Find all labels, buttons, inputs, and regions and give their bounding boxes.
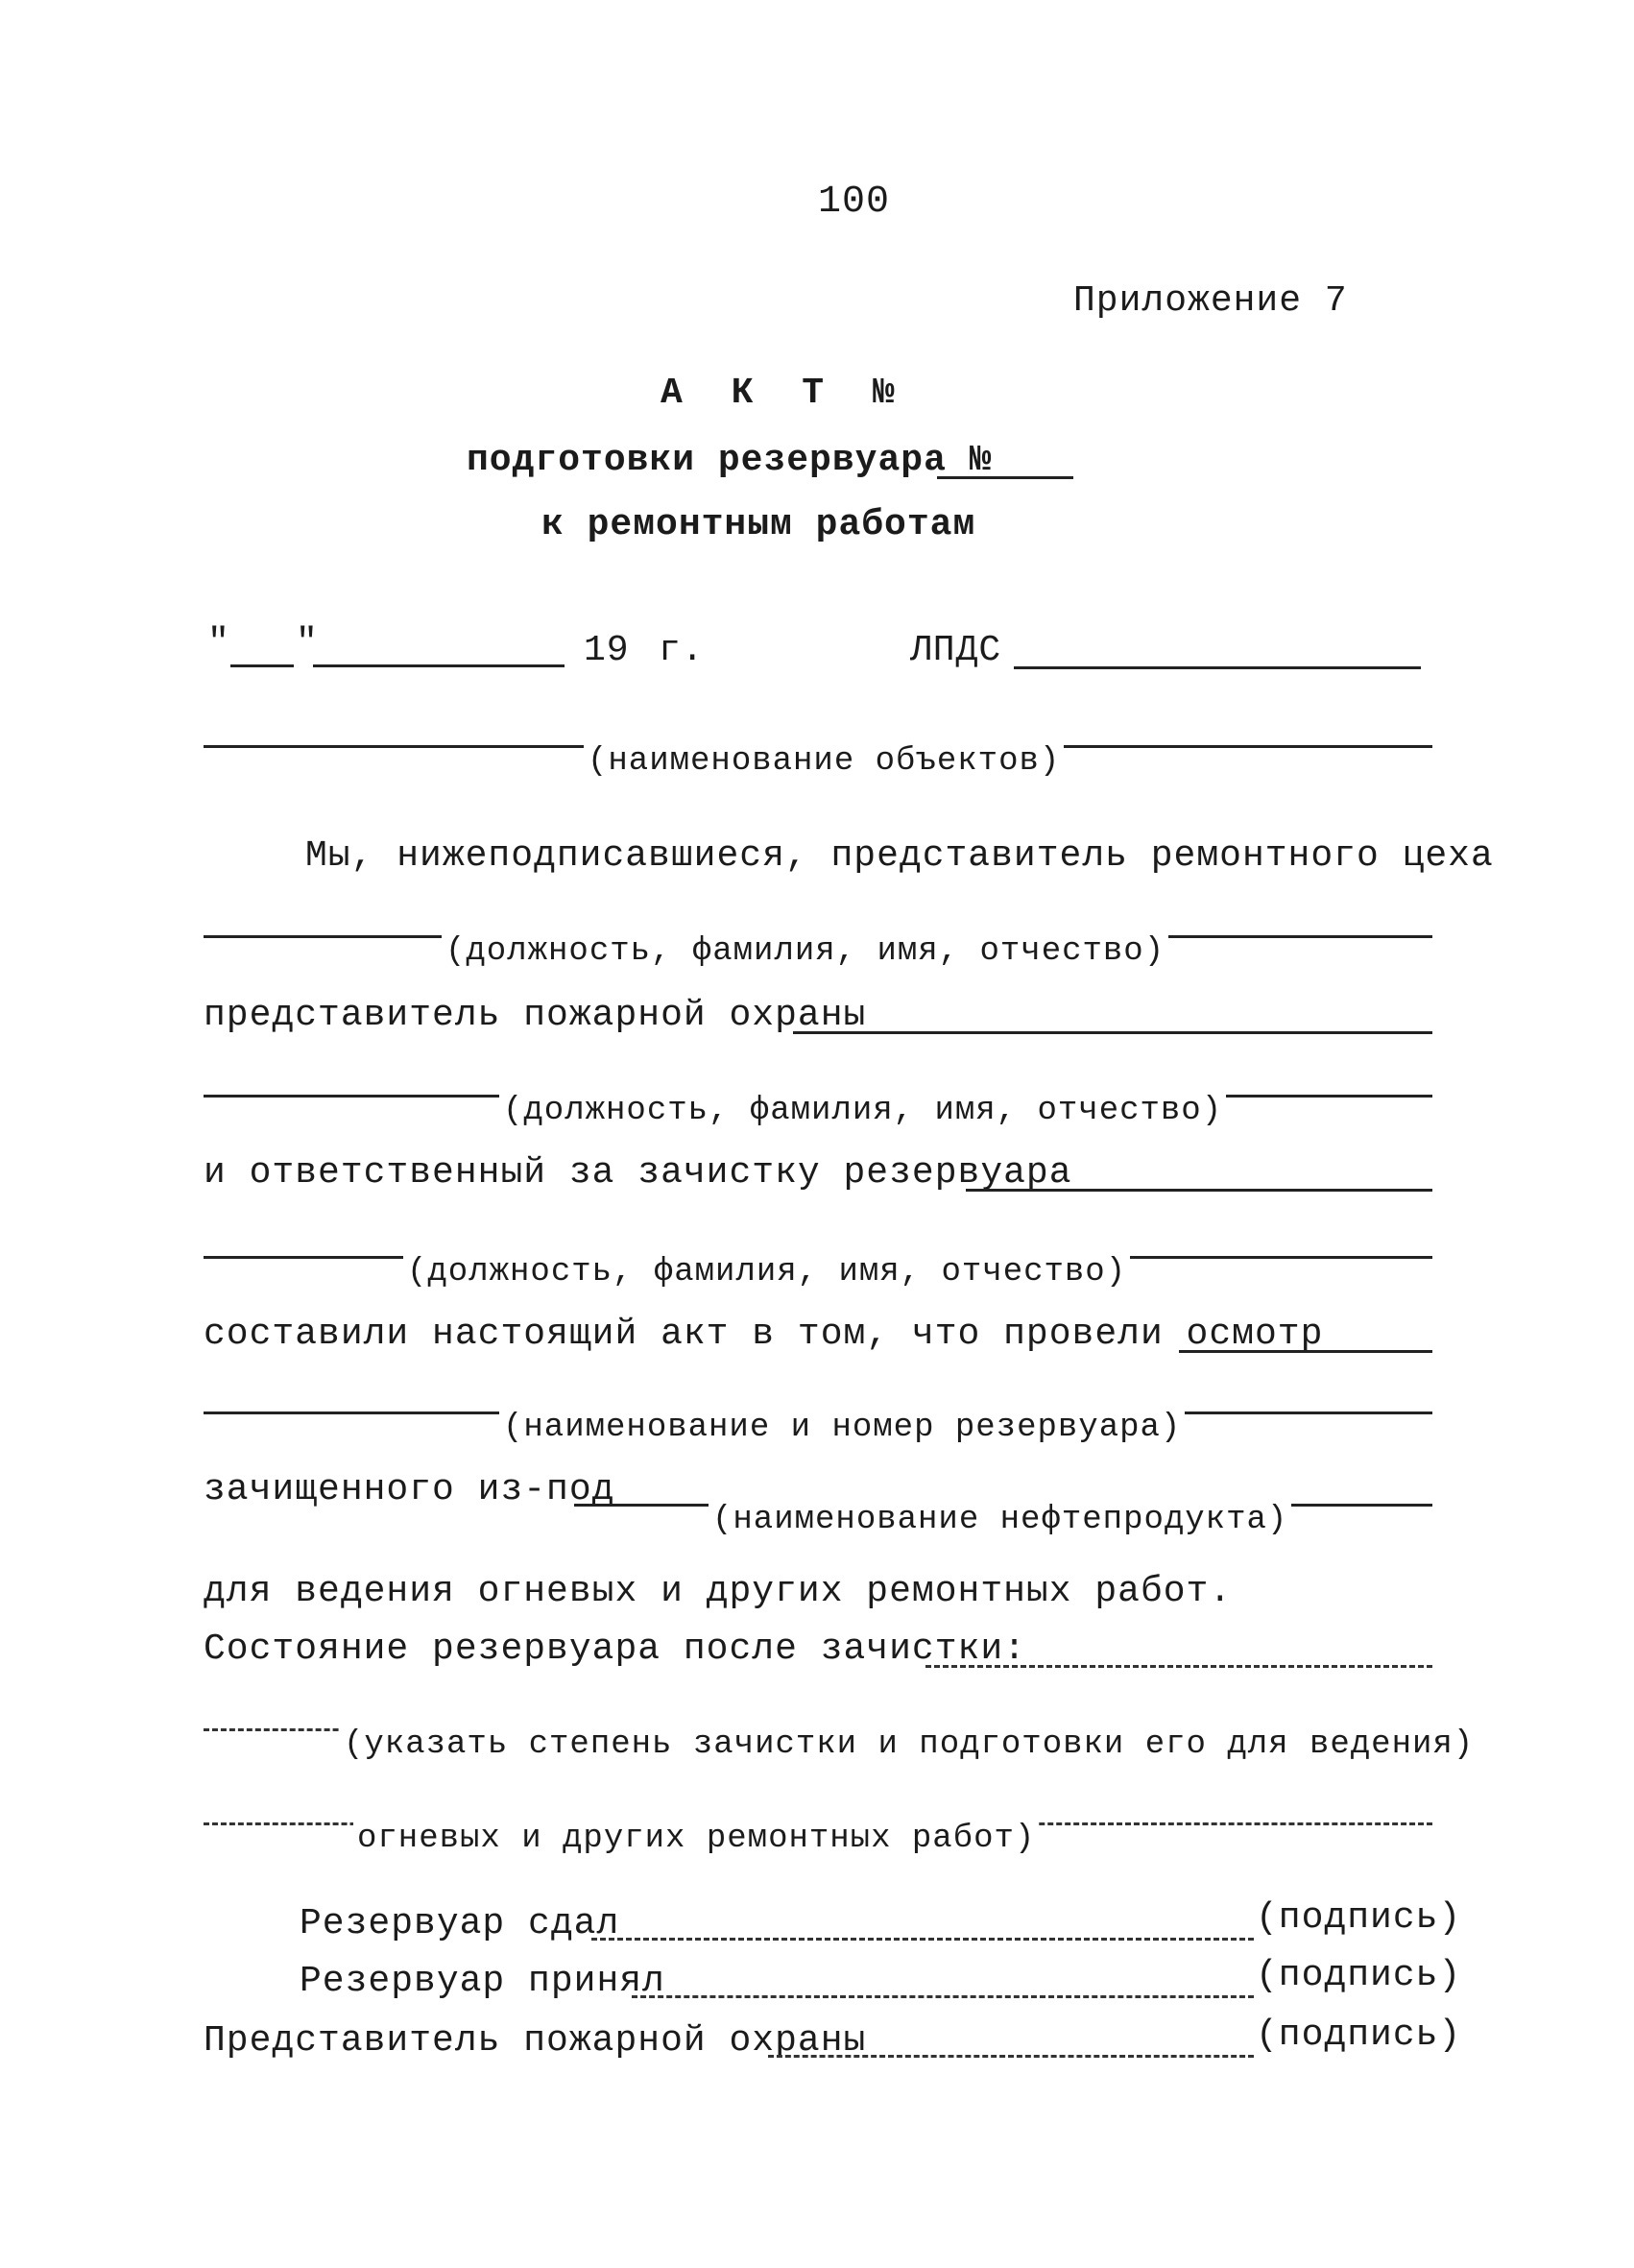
signature-field-2[interactable]	[632, 1995, 1254, 1998]
signature-label-1: Резервуар сдал	[300, 1903, 620, 1944]
act-subtitle-2: к ремонтным работам	[541, 504, 976, 545]
date-month-field[interactable]	[313, 664, 565, 667]
act-title: А К Т №	[661, 373, 908, 414]
caption-person-3: (должность, фамилия, имя, отчество)	[403, 1254, 1130, 1291]
signature-label-2: Резервуар принял	[300, 1961, 665, 2002]
responsible-field[interactable]	[966, 1189, 1432, 1192]
caption-person-2: (должность, фамилия, имя, отчество)	[499, 1093, 1226, 1129]
state-text: Состояние резервуара после зачистки:	[204, 1629, 1026, 1670]
signature-suffix-3: (подпись)	[1256, 2015, 1462, 2056]
signature-suffix-2: (подпись)	[1256, 1955, 1462, 1996]
date-quote-close: "	[296, 622, 319, 664]
station-field[interactable]	[1014, 666, 1421, 669]
signature-field-3[interactable]	[768, 2055, 1254, 2058]
caption-tank: (наименование и номер резервуара)	[499, 1410, 1185, 1446]
purpose-text: для ведения огневых и других ремонтных работ.	[204, 1571, 1233, 1612]
date-day-field[interactable]	[230, 664, 294, 667]
tank-number-field[interactable]	[937, 476, 1073, 479]
signature-label-3: Представитель пожарной охраны	[204, 2020, 867, 2062]
appendix-label: Приложение 7	[1073, 280, 1348, 322]
caption-state-1: (указать степень зачистки и подготовки его для ведения)	[340, 1726, 1478, 1763]
date-year-suffix: г.	[659, 630, 705, 671]
composed-text: составили настоящий акт в том, что провели осмотр	[204, 1314, 1324, 1355]
intro-text: Мы, нижеподписавшиеся, представитель ремонтного цеха	[305, 835, 1494, 877]
signature-field-1[interactable]	[591, 1938, 1254, 1941]
page-number: 100	[818, 181, 891, 224]
inspection-field[interactable]	[1179, 1350, 1432, 1353]
act-subtitle: подготовки резервуара №	[467, 440, 993, 481]
caption-objects: (наименование объектов)	[584, 743, 1064, 780]
signature-suffix-1: (подпись)	[1256, 1897, 1462, 1939]
date-year-prefix: 19	[584, 630, 630, 671]
station-label: ЛПДС	[910, 630, 1002, 671]
caption-person-1: (должность, фамилия, имя, отчество)	[442, 933, 1168, 970]
caption-product: (наименование нефтепродукта)	[709, 1502, 1291, 1538]
cleaned-text: зачищенного из-под	[204, 1469, 615, 1510]
state-field[interactable]	[925, 1665, 1432, 1668]
caption-state-2: огневых и других ремонтных работ)	[353, 1821, 1039, 1857]
fire-rep-field[interactable]	[793, 1031, 1432, 1034]
fire-rep-text: представитель пожарной охраны	[204, 995, 867, 1036]
date-quote-open: "	[207, 622, 230, 664]
responsible-text: и ответственный за зачистку резервуара	[204, 1152, 1072, 1194]
